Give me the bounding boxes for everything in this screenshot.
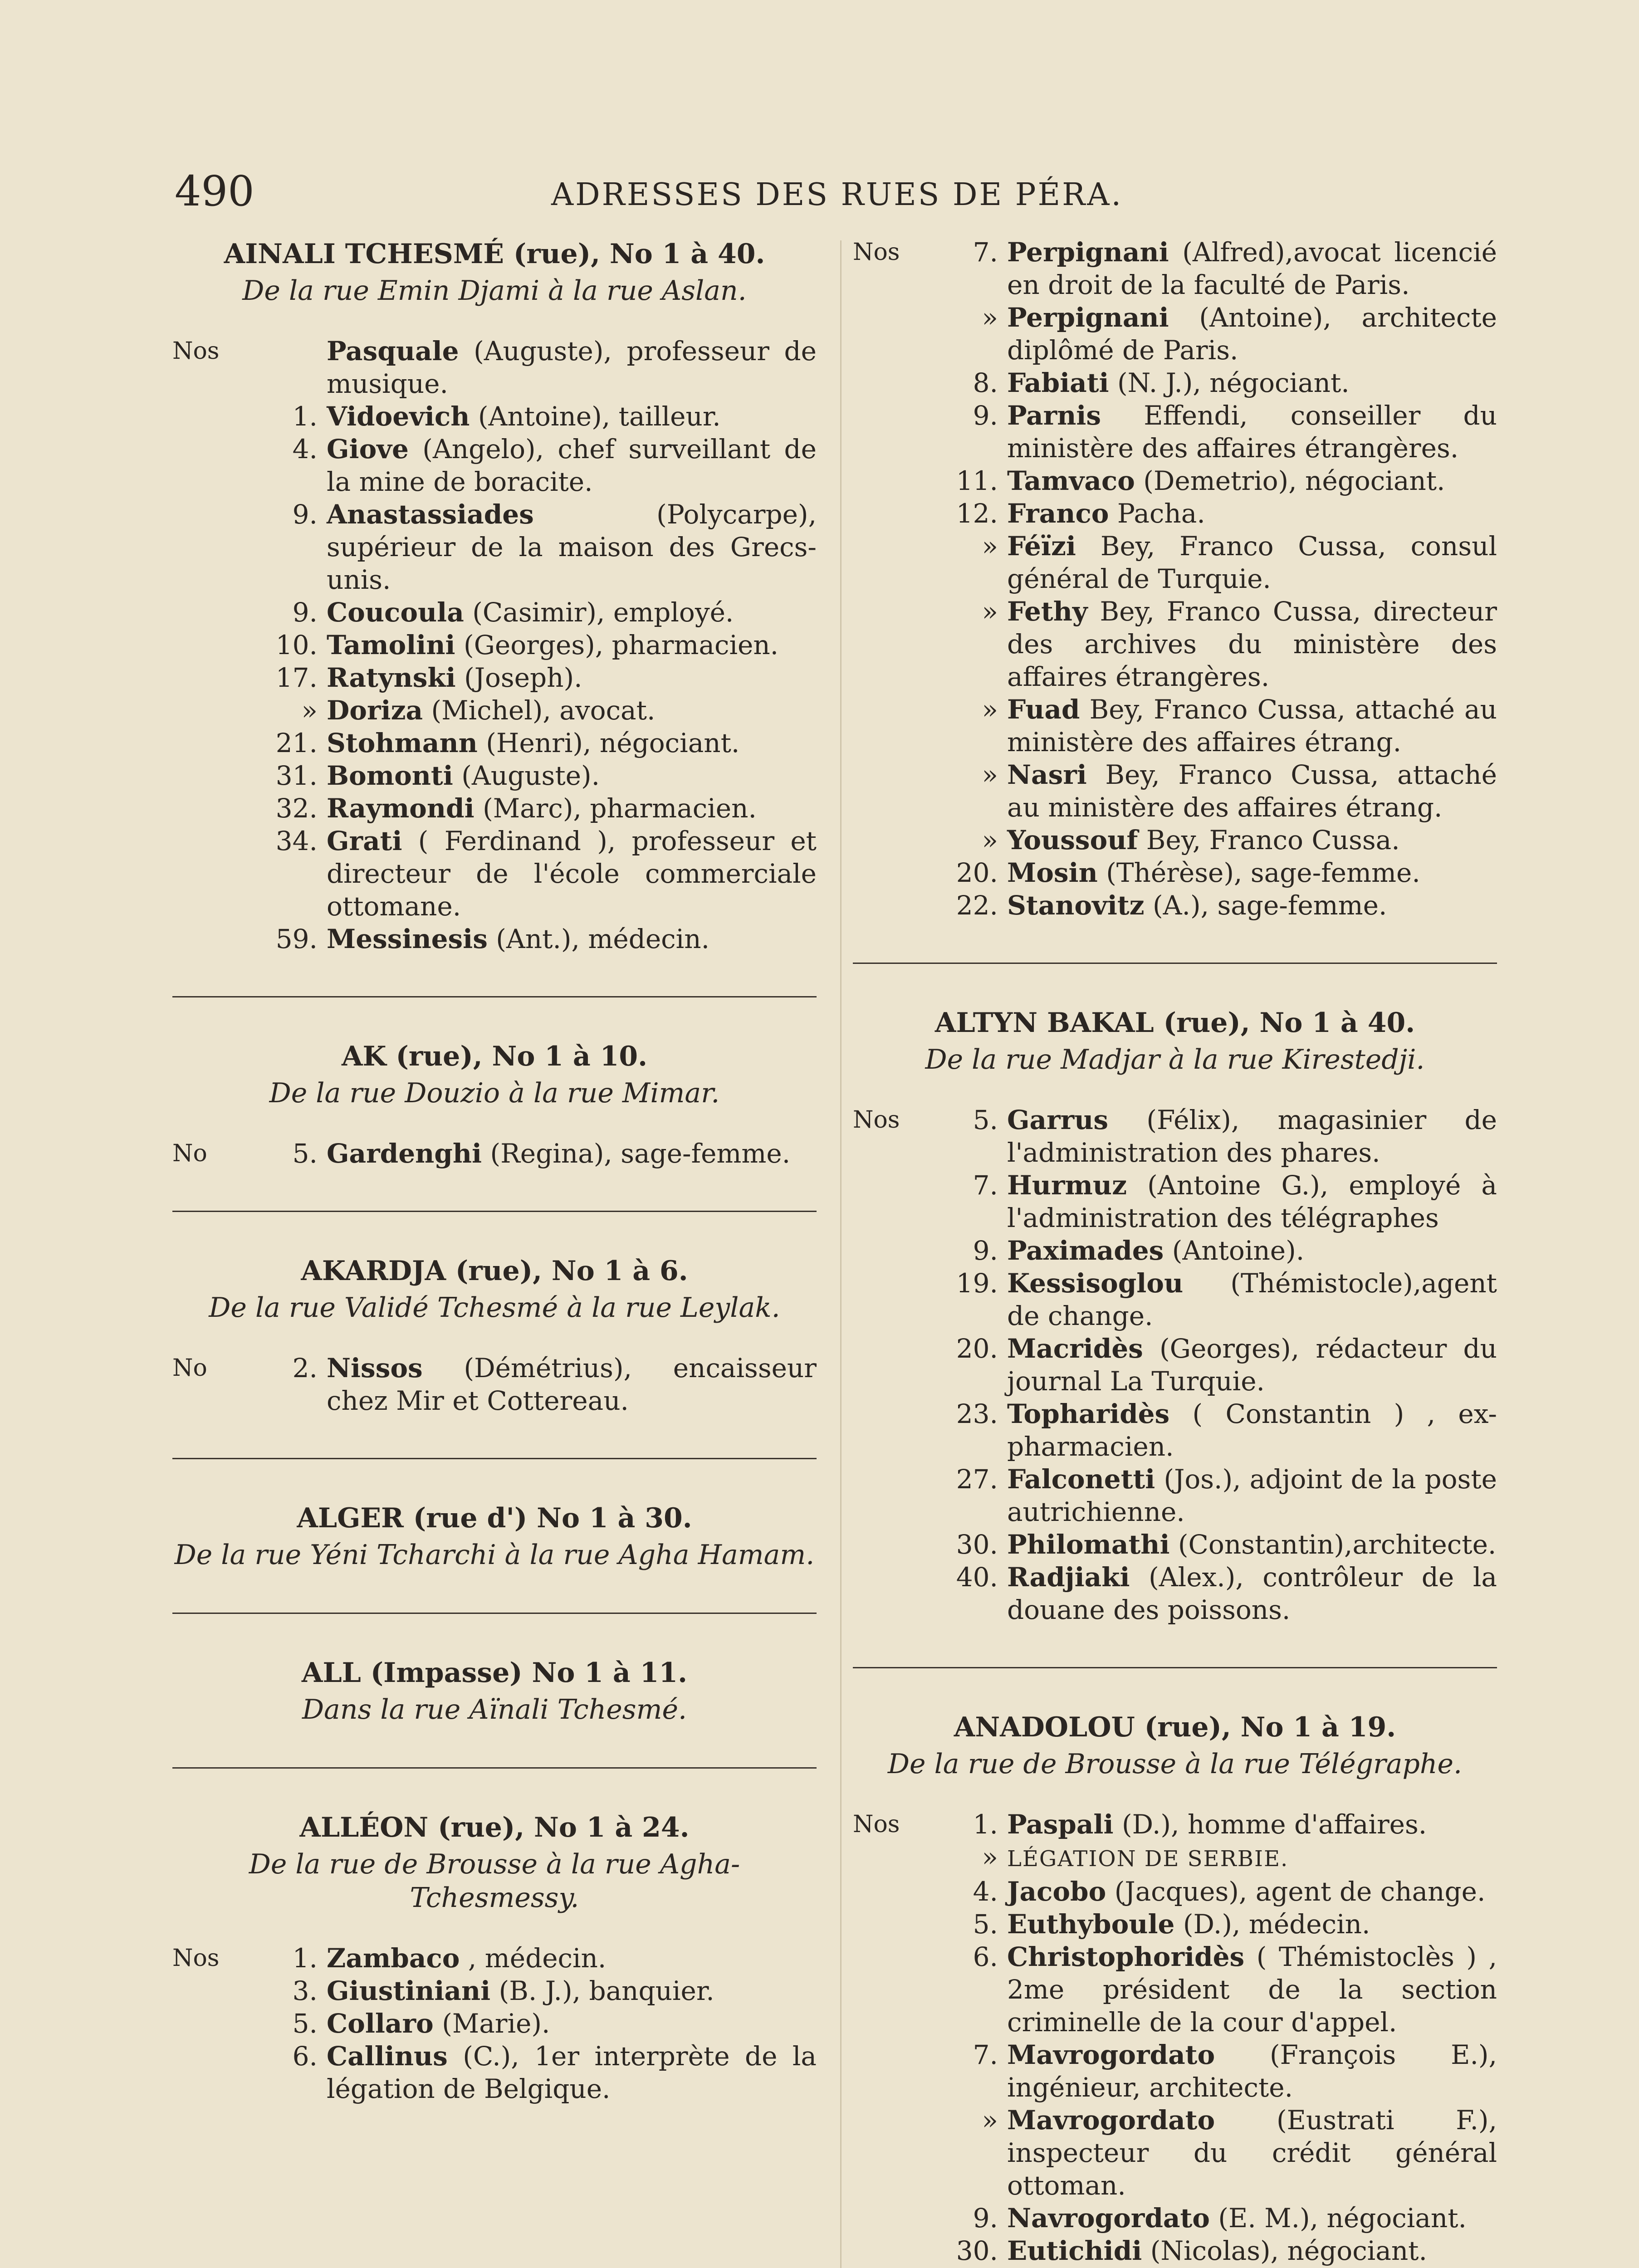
address-entry <box>853 530 1497 595</box>
address-entry <box>172 1975 817 2007</box>
address-entry <box>853 367 1497 399</box>
entry-text <box>1007 367 1497 399</box>
number-label: Nos <box>853 239 900 266</box>
entry-text <box>1007 236 1497 301</box>
address-entry <box>853 1169 1497 1234</box>
entry-text <box>327 825 817 923</box>
resident-details: (Jacques), agent de change. <box>1114 1876 1486 1907</box>
address-entry <box>853 1875 1497 1908</box>
resident-details: (Georges), pharmacien. <box>463 630 779 660</box>
resident-details: (Félix), magasinier de l'administration des phares. <box>1007 1105 1497 1168</box>
resident-name: Perpignani <box>1007 302 1169 333</box>
resident-name: Raymondi <box>327 793 475 824</box>
street-section <box>172 1500 817 1572</box>
entry-text <box>1007 824 1497 856</box>
address-entry <box>853 497 1497 530</box>
entry-text <box>327 2007 817 2040</box>
address-entry <box>853 693 1497 758</box>
house-number: 4. <box>292 434 318 464</box>
entry-text <box>327 1942 817 1975</box>
address-entry <box>172 433 817 498</box>
resident-details: (Angelo), chef surveillant de la mine de boracite. <box>327 434 817 497</box>
address-entry <box>172 629 817 661</box>
entry-text <box>1007 1332 1497 1398</box>
entry-text <box>327 498 817 596</box>
entry-list <box>853 236 1497 922</box>
address-entry <box>172 1137 817 1170</box>
entry-text <box>1007 889 1497 922</box>
resident-name: Eutichidi <box>1007 2235 1142 2266</box>
entry-text <box>327 661 817 694</box>
section-rule <box>172 1613 817 1614</box>
resident-details: (B. J.), banquier. <box>499 1975 714 2006</box>
street-title: ALGER (rue d') No 1 à 30. <box>297 1502 692 1534</box>
house-number: 11. <box>956 465 998 496</box>
street-description: De la rue Validé Tchesmé à la rue Leylak. <box>209 1292 780 1324</box>
house-number: » <box>982 1842 998 1872</box>
resident-name: Gardenghi <box>327 1138 482 1169</box>
resident-details: (Jos.), adjoint de la poste autrichienne. <box>1007 1464 1497 1527</box>
resident-details: (Antoine). <box>1172 1235 1305 1266</box>
house-number: 30. <box>956 1529 998 1560</box>
resident-details: Bey, Franco Cussa. <box>1146 825 1400 855</box>
entry-text <box>1007 2038 1497 2104</box>
number-label: Nos <box>172 337 220 365</box>
entry-text <box>327 596 817 629</box>
house-number: 2. <box>292 1353 318 1383</box>
entry-text <box>327 629 817 661</box>
street-title: ALTYN BAKAL (rue), No 1 à 40. <box>934 1007 1415 1039</box>
resident-name: Navrogordato <box>1007 2203 1210 2234</box>
address-entry <box>172 498 817 596</box>
street-title: AINALI TCHESMÉ (rue), No 1 à 40. <box>224 238 765 270</box>
address-entry <box>853 1234 1497 1267</box>
address-entry <box>853 1561 1497 1626</box>
address-entry <box>172 694 817 727</box>
address-entry <box>172 2040 817 2105</box>
address-entry <box>853 399 1497 464</box>
resident-name: Philomathi <box>1007 1529 1170 1560</box>
address-entry <box>853 1267 1497 1332</box>
resident-details: (C.), 1er interprète de la légation de Belgique. <box>327 2041 817 2104</box>
address-entry <box>853 758 1497 824</box>
house-number: 5. <box>973 1105 998 1135</box>
resident-details: (Eustrati F.), inspecteur du crédit général ottoman. <box>1007 2105 1497 2201</box>
street-description: De la rue de Brousse à la rue Télégraphe. <box>887 1748 1463 1780</box>
house-number: 32. <box>275 793 318 824</box>
resident-name: Perpignani <box>1007 237 1169 268</box>
address-entry <box>853 1941 1497 2038</box>
house-number: 8. <box>973 367 998 398</box>
number-label: Nos <box>172 1945 220 1972</box>
resident-name: Christophoridès <box>1007 1941 1245 1972</box>
house-number: 40. <box>956 1562 998 1593</box>
entry-text <box>1007 2104 1497 2202</box>
address-entry <box>853 2202 1497 2234</box>
resident-name: Anastassiades <box>327 499 534 530</box>
house-number: » <box>982 759 998 790</box>
resident-name: Paximades <box>1007 1235 1164 1266</box>
address-entry <box>853 824 1497 856</box>
address-entry <box>172 759 817 792</box>
resident-name: Fethy <box>1007 596 1088 627</box>
house-number: 12. <box>956 498 998 529</box>
house-number: 1. <box>973 1809 998 1840</box>
street-section <box>853 236 1497 922</box>
resident-details: (Démétrius), encaisseur chez Mir et Cottereau. <box>327 1353 817 1416</box>
address-entry <box>853 1104 1497 1169</box>
entry-text <box>327 759 817 792</box>
street-title: AKARDJA (rue), No 1 à 6. <box>301 1255 688 1287</box>
house-number: 19. <box>956 1268 998 1299</box>
resident-details: Bey, Franco Cussa, attaché au ministère des affaires étrang. <box>1007 694 1497 758</box>
resident-name: Radjiaki <box>1007 1562 1130 1593</box>
house-number: 7. <box>973 237 998 268</box>
house-number: 17. <box>275 662 318 693</box>
resident-name: Stohmann <box>327 728 478 758</box>
right-column <box>853 236 1497 2267</box>
section-rule <box>172 1211 817 1212</box>
house-number: 9. <box>292 597 318 628</box>
resident-name: Tamolini <box>327 630 455 660</box>
address-entry <box>853 856 1497 889</box>
address-entry <box>853 1332 1497 1398</box>
resident-details: Bey, Franco Cussa, attaché au ministère des affaires étrang. <box>1007 759 1497 823</box>
entry-text <box>1007 1841 1497 1875</box>
page-number: 490 <box>175 167 254 215</box>
house-number: 10. <box>275 630 318 660</box>
resident-details: (Joseph). <box>464 662 582 693</box>
entry-text <box>1007 497 1497 530</box>
street-section <box>853 1709 1497 2267</box>
section-rule <box>853 1667 1497 1668</box>
resident-name: Giustiniani <box>327 1975 491 2006</box>
entry-text <box>1007 2234 1497 2267</box>
entry-text <box>1007 1104 1497 1169</box>
entry-text <box>1007 530 1497 595</box>
house-number: 1. <box>292 401 318 432</box>
house-number: 59. <box>275 924 318 954</box>
resident-details: ( Thémistoclès ) , 2me président de la section criminelle de la cour d'appel. <box>1007 1941 1497 2038</box>
resident-name: Collaro <box>327 2008 434 2039</box>
resident-details: (E. M.), négociant. <box>1218 2203 1467 2234</box>
resident-name: Nissos <box>327 1353 423 1383</box>
resident-name: Zambaco <box>327 1943 460 1974</box>
resident-details: , médecin. <box>468 1943 607 1974</box>
resident-details: (Marc), pharmacien. <box>483 793 757 824</box>
running-head: ADRESSES DES RUES DE PÉRA. <box>551 177 1123 213</box>
entry-list <box>172 1352 817 1417</box>
entry-list <box>853 1104 1497 1626</box>
resident-name: Parnis <box>1007 400 1101 431</box>
address-entry <box>853 1808 1497 1841</box>
house-number: 9. <box>973 1235 998 1266</box>
resident-details: (Regina), sage-femme. <box>490 1138 791 1169</box>
resident-details: (François E.), ingénieur, architecte. <box>1007 2039 1497 2103</box>
section-rule <box>172 1767 817 1769</box>
resident-name: Falconetti <box>1007 1464 1155 1495</box>
house-number: 22. <box>956 890 998 921</box>
resident-name: Garrus <box>1007 1105 1109 1135</box>
resident-details: Pacha. <box>1117 498 1205 529</box>
entry-text <box>1007 1875 1497 1908</box>
house-number: 31. <box>275 760 318 791</box>
house-number: 9. <box>973 400 998 431</box>
entry-text <box>1007 1267 1497 1332</box>
number-label: Nos <box>853 1811 900 1838</box>
street-section <box>853 1005 1497 1626</box>
house-number: » <box>301 695 318 726</box>
street-title: AK (rue), No 1 à 10. <box>341 1041 648 1072</box>
entry-text <box>327 792 817 825</box>
resident-details: (Ant.), médecin. <box>496 924 710 954</box>
house-number: 6. <box>292 2041 318 2072</box>
resident-name: Tamvaco <box>1007 465 1135 496</box>
address-entry <box>172 792 817 825</box>
resident-name: Mavrogordato <box>1007 2105 1215 2136</box>
resident-details: (Antoine), architecte diplômé de Paris. <box>1007 302 1497 366</box>
address-entry <box>172 335 817 400</box>
entry-text <box>327 1137 817 1170</box>
resident-name: Callinus <box>327 2041 448 2072</box>
resident-details: (D.), homme d'affaires. <box>1121 1809 1427 1840</box>
entry-list <box>853 1808 1497 2267</box>
entry-text <box>1007 1234 1497 1267</box>
address-entry <box>853 1463 1497 1528</box>
resident-name: Euthyboule <box>1007 1909 1175 1940</box>
resident-name: Grati <box>327 826 402 856</box>
resident-details: (Casimir), employé. <box>472 597 734 628</box>
entry-text <box>1007 1808 1497 1841</box>
resident-name: Féïzi <box>1007 531 1076 562</box>
street-description: De la rue Douzio à la rue Mimar. <box>269 1077 720 1109</box>
section-rule <box>172 996 817 997</box>
street-title: ANADOLOU (rue), No 1 à 19. <box>954 1711 1396 1743</box>
house-number: » <box>982 694 998 725</box>
house-number: 20. <box>956 857 998 888</box>
entry-text <box>1007 693 1497 758</box>
resident-name: Pasquale <box>327 336 459 367</box>
address-entry <box>853 236 1497 301</box>
resident-details: (Michel), avocat. <box>431 695 656 726</box>
resident-name: Franco <box>1007 498 1109 529</box>
entry-text <box>327 335 817 400</box>
street-description: De la rue Madjar à la rue Kirestedji. <box>925 1044 1425 1075</box>
resident-details: (Thémistocle),agent de change. <box>1007 1268 1497 1331</box>
address-entry <box>172 1942 817 1975</box>
number-label: No <box>172 1354 207 1382</box>
resident-name: Hurmuz <box>1007 1170 1127 1201</box>
resident-name: Fabiati <box>1007 367 1109 398</box>
number-label: Nos <box>853 1106 900 1134</box>
entry-text <box>1007 1169 1497 1234</box>
street-section <box>172 1655 817 1726</box>
resident-name: Giove <box>327 434 409 464</box>
entry-list <box>172 1137 817 1170</box>
house-number: » <box>982 596 998 627</box>
entry-text <box>1007 301 1497 367</box>
street-description: Dans la rue Aïnali Tchesmé. <box>302 1694 687 1725</box>
entry-list <box>172 335 817 955</box>
house-number: » <box>982 2105 998 2136</box>
street-description: De la rue Yéni Tcharchi à la rue Agha Hamam. <box>174 1539 815 1571</box>
house-number: 5. <box>973 1909 998 1940</box>
house-number: 6. <box>973 1941 998 1972</box>
resident-name: Mavrogordato <box>1007 2039 1215 2070</box>
address-entry <box>853 1841 1497 1875</box>
section-rule <box>172 1458 817 1459</box>
resident-name: Ratynski <box>327 662 456 693</box>
house-number: 5. <box>292 1138 318 1169</box>
address-entry <box>853 595 1497 693</box>
street-title: ALL (Impasse) No 1 à 11. <box>301 1657 688 1689</box>
entry-text <box>1007 1561 1497 1626</box>
address-entry <box>172 596 817 629</box>
house-number: 23. <box>956 1398 998 1429</box>
house-number: 3. <box>292 1975 318 2006</box>
resident-name: Coucoula <box>327 597 464 628</box>
address-entry <box>172 400 817 433</box>
resident-name: Paspali <box>1007 1809 1114 1840</box>
address-entry <box>853 301 1497 367</box>
entry-text <box>327 1975 817 2007</box>
resident-name: Stanovitz <box>1007 890 1145 921</box>
street-section <box>172 1038 817 1170</box>
resident-details: ( Constantin ) , ex-pharmacien. <box>1007 1398 1497 1462</box>
resident-name: Youssouf <box>1007 825 1138 855</box>
resident-name: Vidoevich <box>327 401 470 432</box>
entry-text <box>1007 399 1497 464</box>
resident-details: (Georges), rédacteur du journal La Turquie. <box>1007 1333 1497 1397</box>
resident-details: (Constantin),architecte. <box>1178 1529 1497 1560</box>
resident-name: Messinesis <box>327 924 488 954</box>
house-number: 9. <box>292 499 318 530</box>
street-title: ALLÉON (rue), No 1 à 24. <box>299 1812 690 1843</box>
house-number: 30. <box>956 2235 998 2266</box>
street-description: De la rue Emin Djami à la rue Aslan. <box>242 275 747 307</box>
address-entry <box>172 825 817 923</box>
address-entry <box>172 923 817 955</box>
resident-details: (Marie). <box>442 2008 550 2039</box>
entry-text <box>1007 856 1497 889</box>
address-entry <box>853 2234 1497 2267</box>
address-entry <box>172 1352 817 1417</box>
resident-details: (Antoine), tailleur. <box>478 401 721 432</box>
house-number: 7. <box>973 1170 998 1201</box>
street-description: De la rue de Brousse à la rue Agha-Tchesmessy. <box>249 1848 740 1914</box>
resident-details: (Nicolas), négociant. <box>1150 2235 1427 2266</box>
left-column <box>172 236 817 2105</box>
resident-name: Macridès <box>1007 1333 1143 1364</box>
house-number: 5. <box>292 2008 318 2039</box>
resident-name: Jacobo <box>1007 1876 1106 1907</box>
entry-text <box>1007 1463 1497 1528</box>
house-number: 21. <box>275 728 318 758</box>
entry-text <box>327 727 817 759</box>
house-number: 4. <box>973 1876 998 1907</box>
entry-text <box>1007 464 1497 497</box>
resident-details: Bey, Franco Cussa, directeur des archives du ministère des affaires étrangères. <box>1007 596 1497 692</box>
address-entry <box>853 2038 1497 2104</box>
resident-details: (Polycarpe), supérieur de la maison des Grecs-unis. <box>327 499 817 595</box>
resident-details: (Auguste). <box>461 760 600 791</box>
entry-text <box>1007 1941 1497 2038</box>
entry-text <box>327 433 817 498</box>
entry-text <box>327 923 817 955</box>
address-entry <box>853 2104 1497 2202</box>
entry-text <box>1007 1398 1497 1463</box>
resident-details: Effendi, conseiller du ministère des affaires étrangères. <box>1007 400 1497 464</box>
resident-details: (Henri), négociant. <box>486 728 740 758</box>
house-number: » <box>982 531 998 562</box>
entry-text <box>327 2040 817 2105</box>
address-entry <box>853 1528 1497 1561</box>
entry-text <box>1007 1908 1497 1941</box>
house-number: 7. <box>973 2039 998 2070</box>
entry-text <box>1007 1528 1497 1561</box>
entry-text <box>1007 758 1497 824</box>
section-rule <box>853 963 1497 964</box>
address-entry <box>853 1398 1497 1463</box>
resident-details: Bey, Franco Cussa, consul général de Turquie. <box>1007 531 1497 594</box>
resident-details: (D.), médecin. <box>1183 1909 1370 1940</box>
address-entry <box>853 889 1497 922</box>
resident-details: (A.), sage-femme. <box>1153 890 1387 921</box>
entry-text <box>1007 595 1497 693</box>
house-number: 9. <box>973 2203 998 2234</box>
resident-details: (Thérèse), sage-femme. <box>1106 857 1420 888</box>
resident-name: Mosin <box>1007 857 1098 888</box>
entry-text <box>327 1352 817 1417</box>
entry-text <box>327 400 817 433</box>
street-section <box>172 1809 817 2105</box>
house-number: 20. <box>956 1333 998 1364</box>
resident-details: (N. J.), négociant. <box>1117 367 1350 398</box>
street-section <box>172 236 817 955</box>
resident-details: (Auguste), professeur de musique. <box>327 336 817 399</box>
entry-text <box>1007 2202 1497 2234</box>
resident-name: Fuad <box>1007 694 1080 725</box>
house-number: » <box>982 825 998 855</box>
resident-name: Nasri <box>1007 759 1087 790</box>
resident-name: Kessisoglou <box>1007 1268 1184 1299</box>
resident-name: Doriza <box>327 695 423 726</box>
house-number: 27. <box>956 1464 998 1495</box>
column-divider <box>840 240 842 2268</box>
resident-details: (Demetrio), négociant. <box>1143 465 1445 496</box>
resident-details: (Antoine G.), employé à l'administration des télégraphes <box>1007 1170 1497 1233</box>
address-entry <box>853 464 1497 497</box>
house-number: » <box>982 302 998 333</box>
resident-details: (Alfred),avocat licencié en droit de la faculté de Paris. <box>1007 237 1497 300</box>
resident-name: Bomonti <box>327 760 453 791</box>
house-number: 34. <box>275 826 318 856</box>
resident-details: (Alex.), contrôleur de la douane des poissons. <box>1007 1562 1497 1625</box>
number-label: No <box>172 1140 207 1167</box>
entry-text <box>327 694 817 727</box>
address-entry <box>172 2007 817 2040</box>
resident-name: Topharidès <box>1007 1398 1170 1429</box>
address-entry <box>172 727 817 759</box>
legation-name: LÉGATION DE SERBIE. <box>1007 1846 1289 1872</box>
street-section <box>172 1253 817 1417</box>
address-entry <box>172 661 817 694</box>
address-entry <box>853 1908 1497 1941</box>
resident-details: ( Ferdinand ), professeur et directeur de l'école commerciale ottomane. <box>327 826 817 922</box>
house-number: 1. <box>292 1943 318 1974</box>
entry-list <box>172 1942 817 2105</box>
